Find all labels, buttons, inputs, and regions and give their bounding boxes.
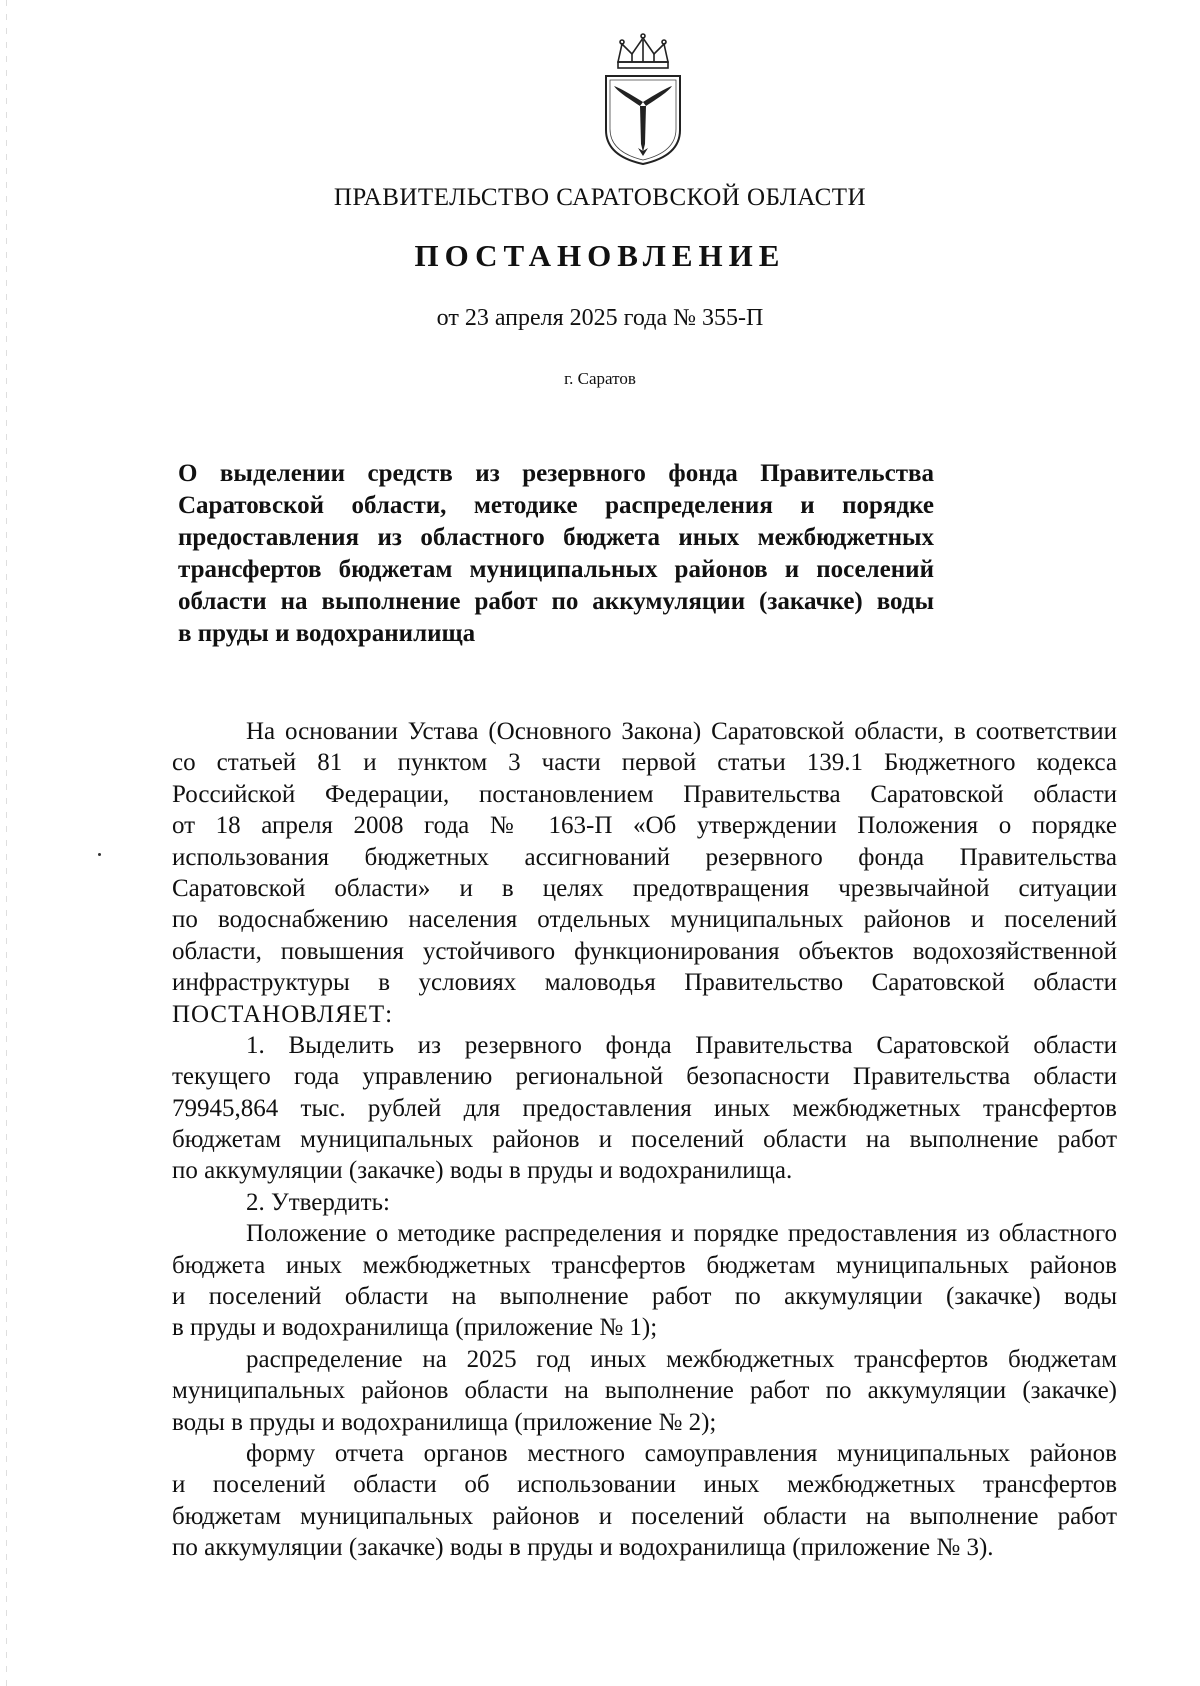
document-date-number: от 23 апреля 2025 года № 355-П [436, 305, 764, 331]
scan-speck [98, 853, 101, 856]
body-line: по аккумуляции (закачке) воды в пруды и водохранилища (приложение № 3). [172, 1534, 994, 1562]
body-line: использования бюджетных ассигнований резервного фонда Правительства [172, 843, 1117, 871]
body-line: 1. Выделить из резервного фонда Правительства Саратовской области [246, 1031, 1117, 1059]
government-name: ПРАВИТЕЛЬСТВО САРАТОВСКОЙ ОБЛАСТИ [333, 184, 867, 211]
body-line: бюджета иных межбюджетных трансфертов бюджетам муниципальных районов [172, 1251, 1117, 1279]
body-line: по водоснабжению населения отдельных муниципальных районов и поселений [172, 906, 1117, 934]
title-line: предоставления из областного бюджета иных межбюджетных [178, 524, 934, 551]
body-line: 79945,864 тыс. рублей для предоставления иных межбюджетных трансфертов [172, 1094, 1117, 1122]
body-line: от 18 апреля 2008 года № 163-П «Об утверждении Положения о порядке [172, 812, 1117, 840]
body-line: распределение на 2025 год иных межбюджетных трансфертов бюджетам [246, 1345, 1117, 1373]
body-line: Саратовской области» и в целях предотвращения чрезвычайной ситуации [172, 874, 1117, 902]
body-line: области, повышения устойчивого функционирования объектов водохозяйственной [172, 937, 1117, 965]
title-line: в пруды и водохранилища [178, 620, 476, 647]
body-line: инфраструктуры в условиях маловодья Правительство Саратовской области [172, 969, 1117, 997]
body-line: по аккумуляции (закачке) воды в пруды и водохранилища. [172, 1157, 793, 1185]
document-body [172, 716, 1117, 1564]
body-line: бюджетам муниципальных районов и поселений области на выполнение работ [172, 1126, 1117, 1154]
body-line: Положение о методике распределения и порядке предоставления из областного [246, 1220, 1117, 1248]
title-line: области на выполнение работ по аккумуляции (закачке) воды [178, 588, 934, 615]
body-line-resolves: ПОСТАНОВЛЯЕТ: [172, 1000, 394, 1028]
body-line: и поселений области об использовании иных межбюджетных трансфертов [172, 1471, 1117, 1499]
document-city: г. Саратов [564, 369, 636, 388]
title-line: трансфертов бюджетам муниципальных районов и поселений [178, 556, 934, 583]
body-line: в пруды и водохранилища (приложение № 1); [172, 1314, 658, 1342]
body-line: со статьей 81 и пунктом 3 части первой статьи 139.1 Бюджетного кодекса [172, 749, 1117, 777]
title-line: Саратовской области, методике распределения и порядке [178, 492, 934, 519]
document-type: ПОСТАНОВЛЕНИЕ [414, 238, 786, 273]
document-title [178, 458, 934, 650]
saratov-coat-of-arms-icon [600, 32, 686, 166]
body-line: и поселений области на выполнение работ по аккумуляции (закачке) воды [172, 1283, 1117, 1311]
body-line: воды в пруды и водохранилища (приложение № 2); [172, 1408, 717, 1436]
body-line: муниципальных районов области на выполнение работ по аккумуляции (закачке) [172, 1377, 1117, 1405]
body-line: Российской Федерации, постановлением Правительства Саратовской области [172, 780, 1117, 808]
body-line: 2. Утвердить: [246, 1188, 390, 1216]
body-line: текущего года управлению региональной безопасности Правительства области [172, 1063, 1117, 1091]
title-line: О выделении средств из резервного фонда Правительства [178, 460, 934, 487]
body-line: форму отчета органов местного самоуправления муниципальных районов [246, 1439, 1117, 1467]
body-line: На основании Устава (Основного Закона) Саратовской области, в соответствии [246, 718, 1117, 745]
body-line: бюджетам муниципальных районов и поселений области на выполнение работ [172, 1502, 1117, 1530]
